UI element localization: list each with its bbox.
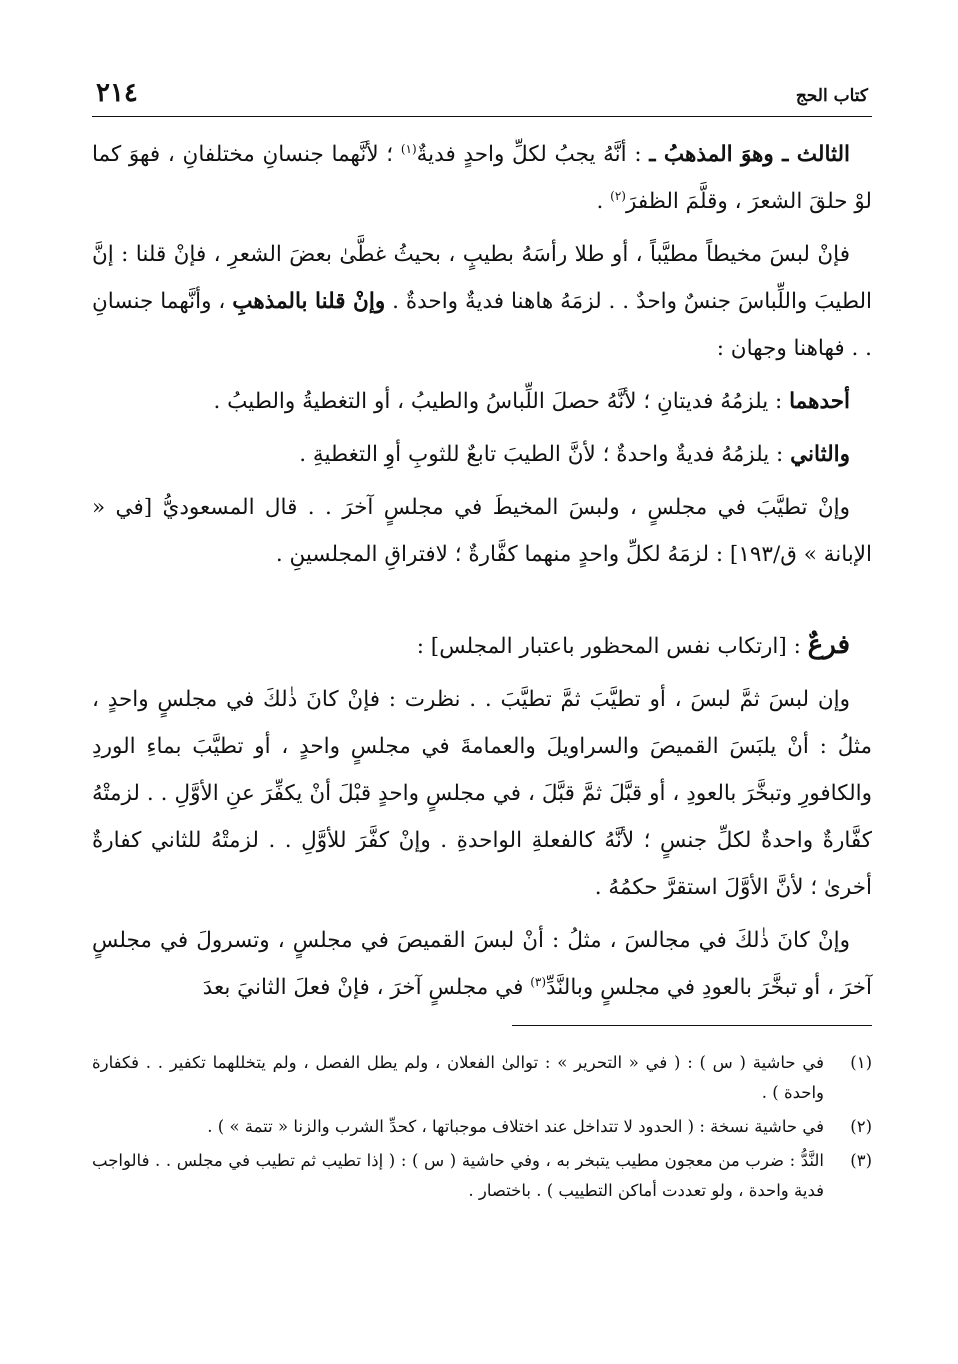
paragraph-text: وإن لبسَ ثمَّ لبسَ ، أو تطيَّبَ ثمَّ تطيَّبَ . . نظرت : فإنْ كانَ ذٰلكَ في مجلسٍ واحدٍ ، مثلُ : أنْ يلبَسَ القميصَ والسراويلَ والعمامةَ في مجلسٍ واحدٍ ، أو تطيَّبَ بماءِ الوردِ والكافورِ وتبخَّرَ بالعودِ ، أو قبَّلَ ثمَّ قبَّلَ ، في مجلسٍ واحدٍ قبْلَ أنْ يكفِّرَ عنِ الأوَّلِ . . لزمتْهُ كفَّارةٌ واحدةٌ لكلِّ جنسٍ ؛ لأنَّهُ كالفعلةِ الواحدةِ . وإنْ كفَّرَ للأوَّلِ . . لزمتْهُ للثاني كفارةٌ أخرىٰ ؛ لأنَّ الأوَّلَ استقرَّ حكمُهُ . bbox=[92, 687, 872, 900]
footnote-number: (٢) bbox=[850, 1117, 872, 1136]
footnotes bbox=[92, 1048, 872, 1206]
footnote-ref-1[interactable]: (١) bbox=[400, 141, 417, 156]
paragraph-text: وإنْ تطيَّبَ في مجلسٍ ، ولبسَ المخيطَ في مجلسٍ آخرَ . . قال المسعوديُّ [في « الإبانة » ق/١٩٣] : لزمَهُ لكلِّ واحدٍ منهما كفَّارةٌ ؛ لافتراقِ المجلسينِ . bbox=[92, 495, 872, 567]
branch-heading bbox=[92, 622, 872, 670]
paragraph-text: في مجلسٍ آخرَ ، فإنْ فعلَ الثانيَ بعدَ bbox=[202, 975, 531, 1000]
footnote-number: (١) bbox=[850, 1053, 872, 1072]
paragraph-lead: الثالث ـ وهوَ المذهبُ ـ bbox=[649, 142, 851, 167]
book-title: كتاب الحج bbox=[795, 86, 868, 106]
paragraph-lead: أحدهما bbox=[789, 389, 850, 414]
paragraph-text: : أنَّهُ يجبُ لكلِّ واحدٍ فديةٌ bbox=[416, 142, 650, 167]
footnote-text: النَّدُّ : ضرب من معجون مطيب يتبخر به ، وفي حاشية ( س ) : ( إذا تطيب ثم تطيب في مجلس . . فالواجب فدية واحدة ، ولو تعددت أماكن التطييب ) . باختصار . bbox=[92, 1151, 824, 1200]
branch-lead: فرعٌ bbox=[807, 630, 850, 660]
paragraph-text: : يلزمُهُ فديةٌ واحدةٌ ؛ لأنَّ الطيبَ تابعٌ للثوبِ أوِ التغطيةِ . bbox=[299, 442, 791, 467]
footnote-text: في حاشية نسخة : ( الحدود لا تتداخل عند اختلاف موجباتها ، كحدِّ الشرب والزنا « تتمة » ) . bbox=[207, 1117, 824, 1136]
footnote-item bbox=[92, 1146, 872, 1206]
paragraph-bold-phrase: وإنْ قلنا بالمذهبِ bbox=[232, 289, 386, 314]
footnote-ref-3[interactable]: (٣) bbox=[530, 974, 547, 989]
paragraph-different-sittings bbox=[92, 917, 872, 1011]
footnote-divider bbox=[512, 1025, 872, 1026]
paragraph-lead: والثاني bbox=[790, 442, 850, 467]
paragraph-perfumed-garment bbox=[92, 231, 872, 372]
section-gap bbox=[92, 584, 872, 622]
running-header bbox=[92, 78, 872, 117]
paragraph-text: ، وأنَّهما جنسانِ . . فهاهنا وجهان : bbox=[92, 289, 872, 361]
book-page bbox=[92, 78, 872, 1210]
footnote-item bbox=[92, 1048, 872, 1108]
footnote-item bbox=[92, 1112, 872, 1142]
paragraph-same-sitting bbox=[92, 676, 872, 911]
main-text bbox=[92, 131, 872, 1011]
paragraph-text: : يلزمُهُ فديتانِ ؛ لأنَّهُ حصلَ اللِّباسُ والطيبُ ، أو التغطيةُ والطيبُ . bbox=[213, 389, 790, 414]
paragraph-text: . bbox=[596, 189, 611, 214]
footnote-ref-2[interactable]: (٢) bbox=[610, 188, 626, 203]
paragraph-first-view bbox=[92, 378, 872, 425]
paragraph-separate-sittings bbox=[92, 484, 872, 578]
paragraph-second-view bbox=[92, 431, 872, 478]
page-number: ٢١٤ bbox=[96, 78, 138, 108]
footnote-text: في حاشية ( س ) : ( في « التحرير » : توالىٰ الفعلان ، ولم يطل الفصل ، ولم يتخللهما تكفير . . فكفارة واحدة ) . bbox=[92, 1053, 824, 1102]
paragraph-text: وإنْ كانَ ذٰلكَ في مجالسَ ، مثلُ : أنْ لبسَ القميصَ في مجلسٍ ، وتسرولَ في مجلسٍ آخرَ ، أو تبخَّرَ بالعودِ في مجلسٍ وبالنَّدِّ bbox=[92, 928, 872, 1000]
branch-title: : [ارتكاب نفس المحظور باعتبار المجلس] : bbox=[416, 634, 808, 659]
paragraph-text: ؛ لأنَّهما جنسانِ مختلفانِ ، فهوَ كما لوْ حلقَ الشعرَ ، وقلَّمَ الظفرَ bbox=[92, 142, 872, 214]
paragraph-third-opinion bbox=[92, 131, 872, 225]
paragraph-text: فإنْ لبسَ مخيطاً مطيَّباً ، أو طلا رأسَهُ بطيبٍ ، بحيثُ غطَّىٰ بعضَ الشعرِ ، فإنْ قلنا : إنَّ الطيبَ واللِّباسَ جنسٌ واحدٌ . . لزمَهُ هاهنا فديةٌ واحدةٌ . bbox=[92, 242, 872, 314]
footnote-number: (٣) bbox=[850, 1151, 872, 1170]
